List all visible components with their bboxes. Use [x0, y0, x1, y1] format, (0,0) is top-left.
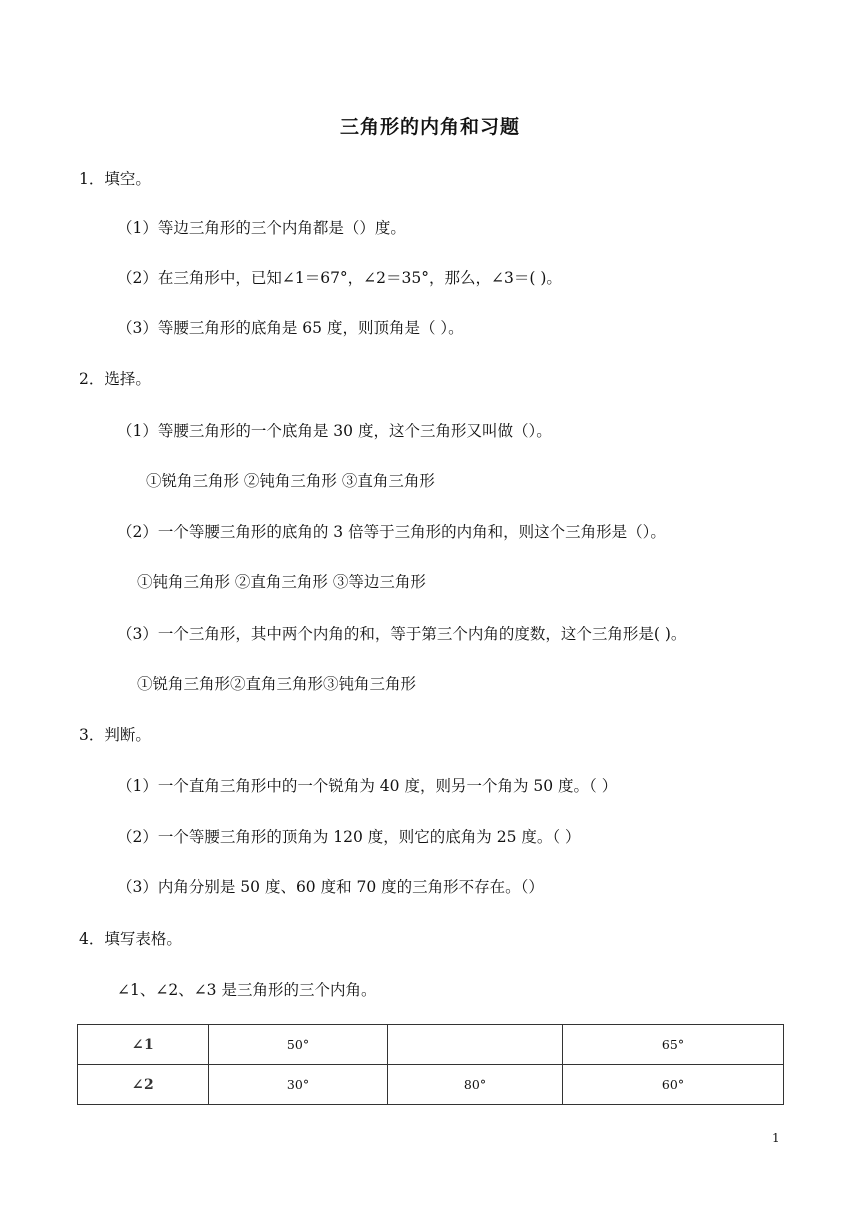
section-1-heading: 1．填空。 [79, 170, 151, 188]
table-row [78, 1065, 784, 1105]
question-2-2: （2）一个等腰三角形的底角的 3 倍等于三角形的内角和，则这个三角形是（）。 [117, 523, 666, 541]
table-cell: 65° [563, 1025, 784, 1065]
table-cell-blank [388, 1025, 563, 1065]
question-2-2-options: ①钝角三角形 ②直角三角形 ③等边三角形 [137, 573, 426, 591]
table-cell: 80° [388, 1065, 563, 1105]
question-1-3: （3）等腰三角形的底角是 65 度，则顶角是（ ）。 [117, 319, 464, 337]
question-2-3: （3）一个三角形，其中两个内角的和，等于第三个内角的度数，这个三角形是( )。 [117, 625, 687, 643]
section-2-heading: 2．选择。 [79, 370, 151, 388]
section-4-heading: 4．填写表格。 [79, 930, 182, 948]
question-1-2: （2）在三角形中，已知∠1＝67°，∠2＝35°，那么，∠3＝( )。 [117, 269, 562, 287]
table-cell: 60° [563, 1065, 784, 1105]
page-title: 三角形的内角和习题 [339, 116, 520, 138]
question-3-1: （1）一个直角三角形中的一个锐角为 40 度，则另一个角为 50 度。（ ） [117, 777, 618, 795]
question-1-1: （1）等边三角形的三个内角都是（）度。 [117, 219, 406, 237]
table-row-label: ∠1 [78, 1025, 209, 1065]
section-3-heading: 3．判断。 [79, 726, 151, 744]
table-row [78, 1025, 784, 1065]
page-number: 1 [772, 1131, 780, 1145]
question-2-1-options: ①锐角三角形 ②钝角三角形 ③直角三角形 [146, 472, 435, 490]
table-cell: 50° [209, 1025, 388, 1065]
table-row-label: ∠2 [78, 1065, 209, 1105]
question-3-2: （2）一个等腰三角形的顶角为 120 度，则它的底角为 25 度。（ ） [117, 828, 581, 846]
question-3-3: （3）内角分别是 50 度、60 度和 70 度的三角形不存在。（） [117, 878, 544, 896]
question-2-1: （1）等腰三角形的一个底角是 30 度，这个三角形又叫做（）。 [117, 422, 552, 440]
question-4-intro: ∠1、∠2、∠3 是三角形的三个内角。 [117, 981, 377, 999]
angle-table [77, 1024, 784, 1105]
question-2-3-options: ①锐角三角形②直角三角形③钝角三角形 [137, 675, 417, 693]
table-cell: 30° [209, 1065, 388, 1105]
